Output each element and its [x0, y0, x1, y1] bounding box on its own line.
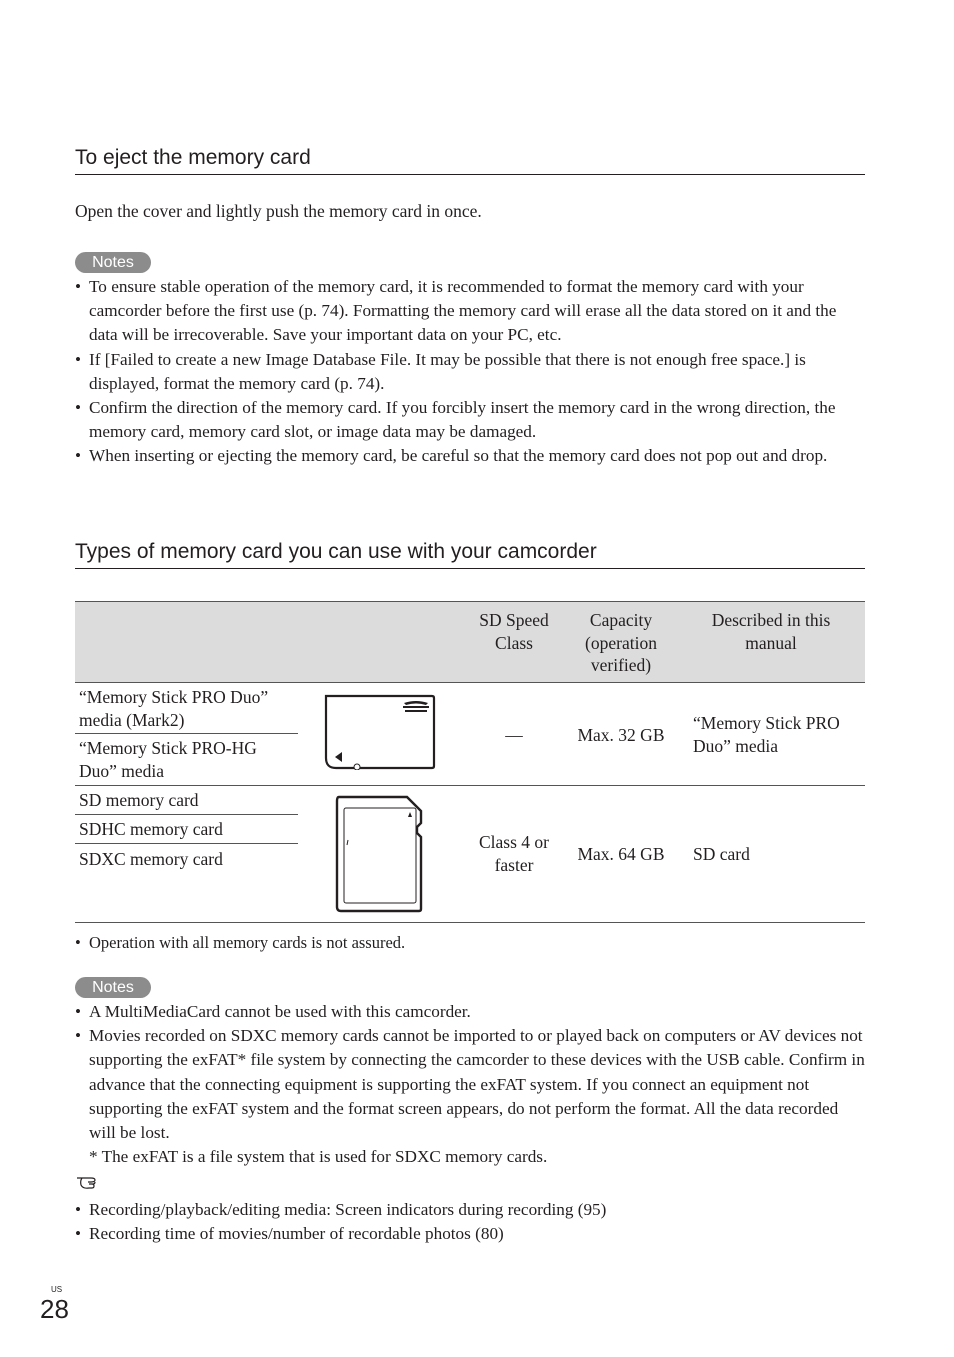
described-value: “Memory Stick PRO Duo” media [693, 713, 840, 756]
row-divider [75, 785, 865, 786]
notes-list [75, 1000, 865, 1169]
reference-list [75, 1198, 865, 1246]
table-footnote-list [75, 931, 865, 955]
note-item: • When inserting or ejecting the memory card, be careful so that the memory card does not pop out and drop. [75, 444, 865, 468]
header-speed-class: SD Speed Class [479, 610, 549, 653]
memory-card-table [75, 601, 865, 923]
note-item: • Movies recorded on SDXC memory cards cannot be imported to or played back on computers or AV devices not supporting the exFAT* file system by connecting the camcorder to these devices with the USB cable. Confirm in advance that the connecting equipment is supporting the exFAT system. If you connect an equipment not supporting the exFAT system and the format screen appears, do not perform the format. All the data recorded will be lost. [75, 1024, 865, 1145]
reference-item: • Recording time of movies/number of recordable photos (80) [75, 1222, 865, 1246]
capacity-value: Max. 32 GB [577, 725, 665, 745]
page-number: 28 [40, 1294, 69, 1324]
note-item: • If [Failed to create a new Image Database File. It may be possible that there is not enough free space.] is displayed, format the memory card (p. 74). [75, 348, 865, 396]
described-value: SD card [693, 844, 750, 864]
note-item: • Confirm the direction of the memory card. If you forcibly insert the memory card in the wrong direction, the memory card, memory card slot, or image data may be damaged. [75, 396, 865, 444]
eject-instruction: Open the cover and lightly push the memory card in once. [75, 201, 482, 221]
memory-stick-duo-icon [324, 694, 436, 770]
table-footnote: • Operation with all memory cards is not assured. [75, 931, 865, 955]
region-code: US [51, 1285, 63, 1294]
name-divider [75, 733, 298, 734]
name-divider [75, 843, 298, 844]
header-capacity: Capacity (operation verified) [585, 610, 657, 675]
speed-class-value: — [505, 725, 523, 745]
sd-card-icon [335, 795, 425, 913]
section-heading-card-types: Types of memory card you can use with your camcorder [75, 539, 865, 569]
card-name: “Memory Stick PRO-HG Duo” media [79, 738, 257, 781]
capacity-value: Max. 64 GB [577, 844, 665, 864]
exfat-footnote: * The exFAT is a file system that is used for SDXC memory cards. [89, 1147, 548, 1167]
notes-badge: Notes [75, 252, 151, 273]
card-name: SD memory card [79, 790, 199, 810]
header-described: Described in this manual [711, 610, 831, 653]
section-heading-eject: To eject the memory card [75, 145, 865, 175]
reference-item: • Recording/playback/editing media: Screen indicators during recording (95) [75, 1198, 865, 1222]
card-name: SDXC memory card [79, 849, 223, 869]
name-divider [75, 814, 298, 815]
note-item: • A MultiMediaCard cannot be used with this camcorder. [75, 1000, 865, 1024]
card-name: SDHC memory card [79, 819, 223, 839]
card-name: “Memory Stick PRO Duo” media (Mark2) [79, 687, 269, 730]
reference-hand-icon [75, 1172, 99, 1190]
notes-list [75, 275, 865, 469]
table-header [75, 602, 865, 683]
note-item: • To ensure stable operation of the memory card, it is recommended to format the memory card with your camcorder before the first use (p. 74). Formatting the memory card will erase all the data stored on it and the data will be irrecoverable. Save your important data on your PC, etc. [75, 275, 865, 348]
notes-badge: Notes [75, 977, 151, 998]
speed-class-value: Class 4 or faster [479, 832, 549, 875]
